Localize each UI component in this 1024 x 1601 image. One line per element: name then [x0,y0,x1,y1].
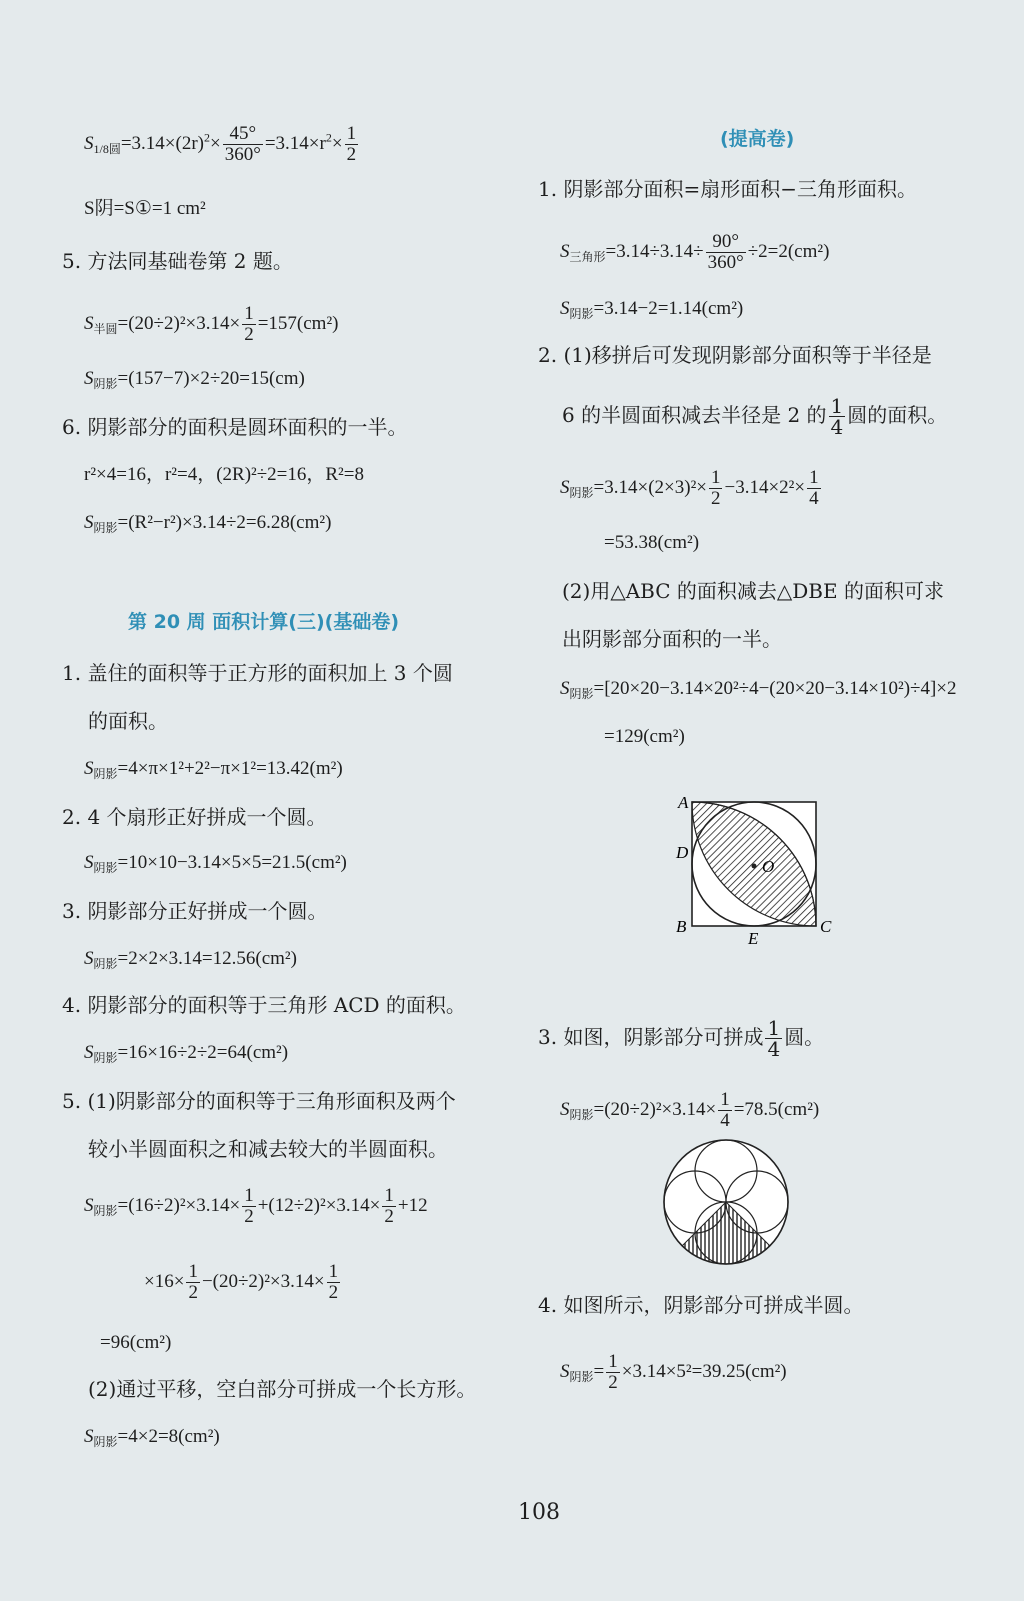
r-q1-triangle: $S_{三角形}=3.14\div 3.14\div$ $\frac{90^\circ}{360^\circ}$ ÷2=2(cm²) [560,231,830,273]
r-q4-text: 4. 如图所示，阴影部分可拼成半圆。 [538,1293,864,1317]
q4-text: 4. 阴影部分的面积等于三角形 ACD 的面积。 [62,993,466,1017]
r-q2-formula: $S_{阴影}=3.14\times(2\times 3)^2\times$ $\frac{1}{2}$ −3.14×2²× $\frac{1}{4}$ [560,467,819,509]
r-q2-text-b: 6 的半圆面积减去半径是 2 的 $\frac{1}{4}$ 圆的面积。 [562,394,948,439]
section-heading-basic: 第 20 周 面积计算(三)(基础卷) [128,611,400,633]
q5-formula-b: ×16× $\frac{1}{2}$ −(20÷2)²×3.14× $\frac{1}{2}$ [144,1261,339,1303]
page-number: 108 [518,1500,560,1525]
r-q3-text: 3. 如图，阴影部分可拼成 $\frac{1}{4}$ 圆。 [538,1016,825,1061]
q1-formula: $S_{阴影}=4\times\pi\times 1^2+2^2-\pi\times 1^2=13.42(m^2)$ [84,758,343,781]
r-q4-formula: $S_{阴影}=$ $\frac{1}{2}$ ×3.14×5²=39.25(cm²) [560,1351,787,1393]
r-q2-part2-formula: $S_{阴影}=[20\times 20-3.14\times 20^2\div 4-(20\times 20-3.14\times 10^2)\div 4]\times 2$ [560,678,957,701]
item-5-text: 5. 方法同基础卷第 2 题。 [62,249,293,273]
circles-figure [660,1136,792,1268]
r-q2-text-a: 2. (1)移拼后可发现阴影部分面积等于半径是 [538,343,932,367]
line-item6-result: $S_{阴影}=(R^2-r^2)\times 3.14\div 2=6.28(cm^2)$ [84,512,332,535]
line-shadow-equals: S阴=S①=1 cm² [84,198,206,219]
q5-formula-a: $S_{阴影}=(16\div 2)^2\times 3.14\times$ $\frac{1}{2}$ +(12÷2)²×3.14× $\frac{1}{2}$ +12 [84,1185,428,1227]
line-item6-radii: r²×4=16，r²=4，(2R)²÷2=16，R²=8 [84,464,364,485]
r-q1-text: 1. 阴影部分面积=扇形面积−三角形面积。 [538,177,917,201]
center-point [752,864,757,869]
section-heading-advanced: (提高卷) [720,128,795,150]
q5-text-a: 5. (1)阴影部分的面积等于三角形面积及两个 [62,1089,456,1113]
r-q2-part2-result: =129(cm²) [604,726,685,747]
label-E: E [748,929,759,948]
q2-formula: $S_{阴影}=10\times 10-3.14\times 5\times 5=21.5(cm^2)$ [84,852,347,875]
r-q2-part2-b: 出阴影部分面积的一半。 [562,627,782,651]
q3-text: 3. 阴影部分正好拼成一个圆。 [62,899,328,923]
r-q1-result: $S_{阴影}=3.14-2=1.14(cm^2)$ [560,298,744,321]
q1-text-b: 的面积。 [88,709,168,733]
label-B: B [676,917,687,936]
line-half-circle: $S_{半圆}=(20\div 2)^2\times 3.14\times$ $\frac{1}{2}$ =157(cm²) [84,303,339,345]
q3-formula: $S_{阴影}=2\times 2\times 3.14=12.56(cm^2)$ [84,948,297,971]
q2-text: 2. 4 个扇形正好拼成一个圆。 [62,805,327,829]
label-A: A [678,793,689,812]
line-eighth-circle: $S_{1/8圆}=3.14\times(2r)^2\times$ $\frac{45^\circ}{360^\circ}$ $=3.14\times r^2\times$ $\frac{1}{2}$ [84,123,357,165]
q4-formula: $S_{阴影}=16\times 16\div 2\div 2=64(cm^2)$ [84,1042,289,1065]
r-q3-formula: $S_{阴影}=(20\div 2)^2\times 3.14\times$ $\frac{1}{4}$ =78.5(cm²) [560,1089,820,1131]
q5-part2-text: (2)通过平移，空白部分可拼成一个长方形。 [88,1377,477,1401]
line-item5-result: $S_{阴影}=(157-7)\times 2\div 20=15(cm)$ [84,368,305,391]
square-circle-figure [670,790,840,950]
label-C: C [820,917,832,936]
r-q2-part2-a: (2)用△ABC 的面积减去△DBE 的面积可求 [562,579,944,603]
label-O: O [762,857,775,876]
q1-text-a: 1. 盖住的面积等于正方形的面积加上 3 个圆 [62,661,453,685]
q5-result: =96(cm²) [100,1332,172,1353]
r-q2-result: =53.38(cm²) [604,532,700,553]
item-6-text: 6. 阴影部分的面积是圆环面积的一半。 [62,415,408,439]
q5-part2-formula: $S_{阴影}=4\times 2=8(cm^2)$ [84,1426,220,1449]
q5-text-b: 较小半圆面积之和减去较大的半圆面积。 [88,1137,448,1161]
label-D: D [676,843,689,862]
